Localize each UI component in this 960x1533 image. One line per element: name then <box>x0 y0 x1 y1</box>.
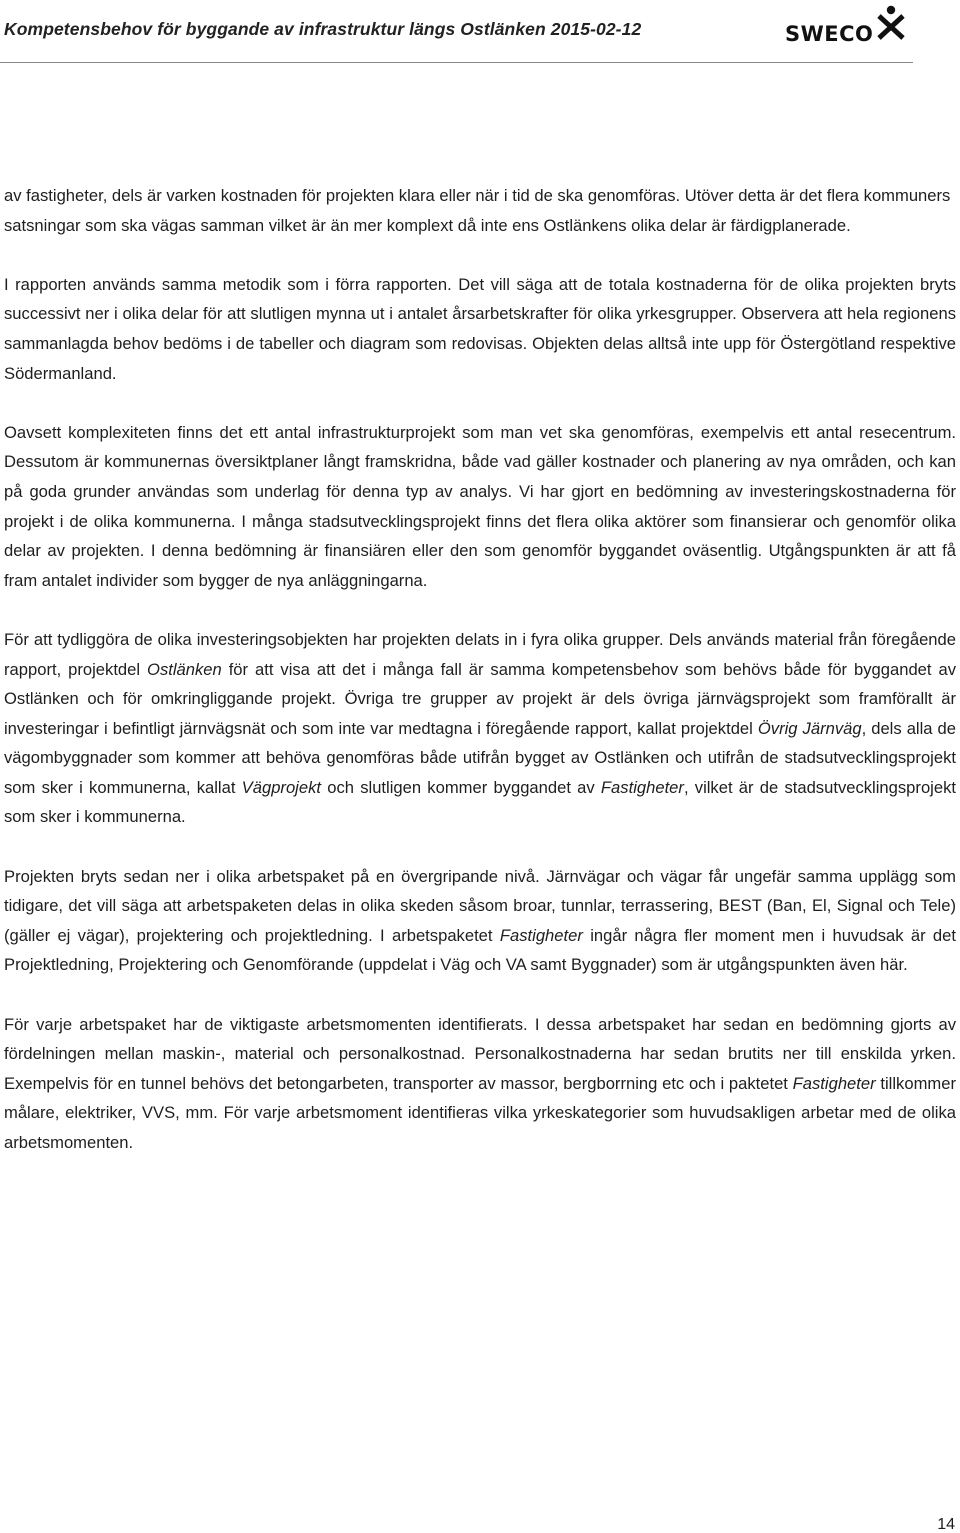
text-segment: För att tydliggöra de olika investeringsobjekten har projekten delats in i fyra olika grupper. Dels används material från föregående rapport, projektdel <box>4 629 956 679</box>
page-header <box>0 0 913 63</box>
paragraph <box>4 862 956 980</box>
paragraph <box>4 1010 956 1158</box>
text-segment: För varje arbetspaket har de viktigaste arbetsmomenten identifierats. I dessa arbetspaket har sedan en bedömning gjorts av fördelningen mellan maskin-, material och personalkostnad. Personalkostnaderna har sedan brutits ner till enskilda yrken. Exempelvis för en tunnel behövs det betongarbeten, transporter av massor, bergborrning etc och i paktetet <box>4 1014 956 1093</box>
italic-term: Ostlänken <box>147 659 222 679</box>
text-segment: Oavsett komplexiteten finns det ett antal infrastrukturprojekt som man vet ska genomföras, exempelvis ett antal resecentrum. Dessutom är kommunernas översiktplaner långt framskridna, både vad gäller kostnader och planering av nya områden, och kan på goda grunder användas som underlag för denna typ av analys. Vi har gjort en bedömning av investeringskostnaderna för projekt i de olika kommunerna. I många stadsutvecklingsprojekt finns det flera olika aktörer som finansierar och genomför olika delar av projekten. I denna bedömning är finansiären eller den som genomför byggandet oväsentlig. Utgångspunkten är att få fram antalet individer som bygger de nya anläggningarna. <box>4 422 956 590</box>
paragraph <box>4 181 956 240</box>
logo-text: SWECO <box>785 22 874 46</box>
paragraph <box>4 625 956 832</box>
paragraph <box>4 418 956 596</box>
paragraph <box>4 270 956 388</box>
page-number: 14 <box>937 1516 955 1533</box>
italic-term: Vägprojekt <box>241 777 322 797</box>
italic-term: Fastigheter <box>792 1073 876 1093</box>
text-segment: I rapporten används samma metodik som i förra rapporten. Det vill säga att de totala kostnaderna för de olika projekten bryts successivt ner i olika delar för att slutligen mynna ut i antalet årsarbetskrafter för olika yrkesgrupper. Observera att hela regionens sammanlagda behov bedöms i de tabeller och diagram som redovisas. Objekten delas alltså inte upp för Östergötland respektive Södermanland. <box>4 274 956 383</box>
text-segment: Projekten bryts sedan ner i olika arbetspaket på en övergripande nivå. Järnvägar och vägar får ungefär samma upplägg som tidigare, det vill säga att arbetspaketen delas in olika skeden såsom broar, tunnlar, terrassering, BEST (Ban, El, Signal och Tele) (gäller ej vägar), projektering och projektledning. I arbetspaketet <box>4 866 956 945</box>
sweco-logo <box>781 4 911 54</box>
text-segment: och slutligen kommer byggandet av <box>321 777 601 797</box>
text-segment: , vilket är de stadsutvecklingsprojekt som sker i kommunerna. <box>4 777 956 827</box>
header-title: Kompetensbehov för byggande av infrastruktur längs Ostlänken 2015-02-12 <box>4 19 642 39</box>
body-text <box>4 181 956 1158</box>
sweco-logo-icon <box>873 4 909 42</box>
italic-term: Fastigheter <box>600 777 684 797</box>
italic-term: Övrig Järnväg <box>757 718 862 738</box>
text-segment: av fastigheter, dels är varken kostnaden för projekten klara eller när i tid de ska genomföras. Utöver detta är det flera kommuners satsningar som ska vägas samman vilket är än mer komplext då inte ens Ostlänkens olika delar är färdigplanerade. <box>4 186 951 235</box>
text-segment: för att visa att det i många fall är samma kompetensbehov som behövs både för byggandet av Ostlänken och för omkringliggande projekt. Övriga tre grupper av projekt är dels övriga järnvägsprojekt som framförallt är investeringar i befintligt järnvägsnät och som inte var medtagna i föregående rapport, kallat projektdel <box>4 659 956 738</box>
text-segment: tillkommer målare, elektriker, VVS, mm. För varje arbetsmoment identifieras vilka yrkeskategorier som huvudsakligen arbetar med de olika arbetsmomenten. <box>4 1073 956 1152</box>
italic-term: Fastigheter <box>499 925 583 945</box>
text-segment: , dels alla de vägombyggnader som kommer att behöva genomföras både utifrån bygget av Ostlänken och utifrån de stadsutvecklingsprojekt som sker i kommunerna, kallat <box>4 718 957 797</box>
text-segment: ingår några fler moment men i huvudsak är det Projektledning, Projektering och Genomförande (uppdelat i Väg och VA samt Byggnader) som är utgångspunkten även här. <box>4 925 956 975</box>
